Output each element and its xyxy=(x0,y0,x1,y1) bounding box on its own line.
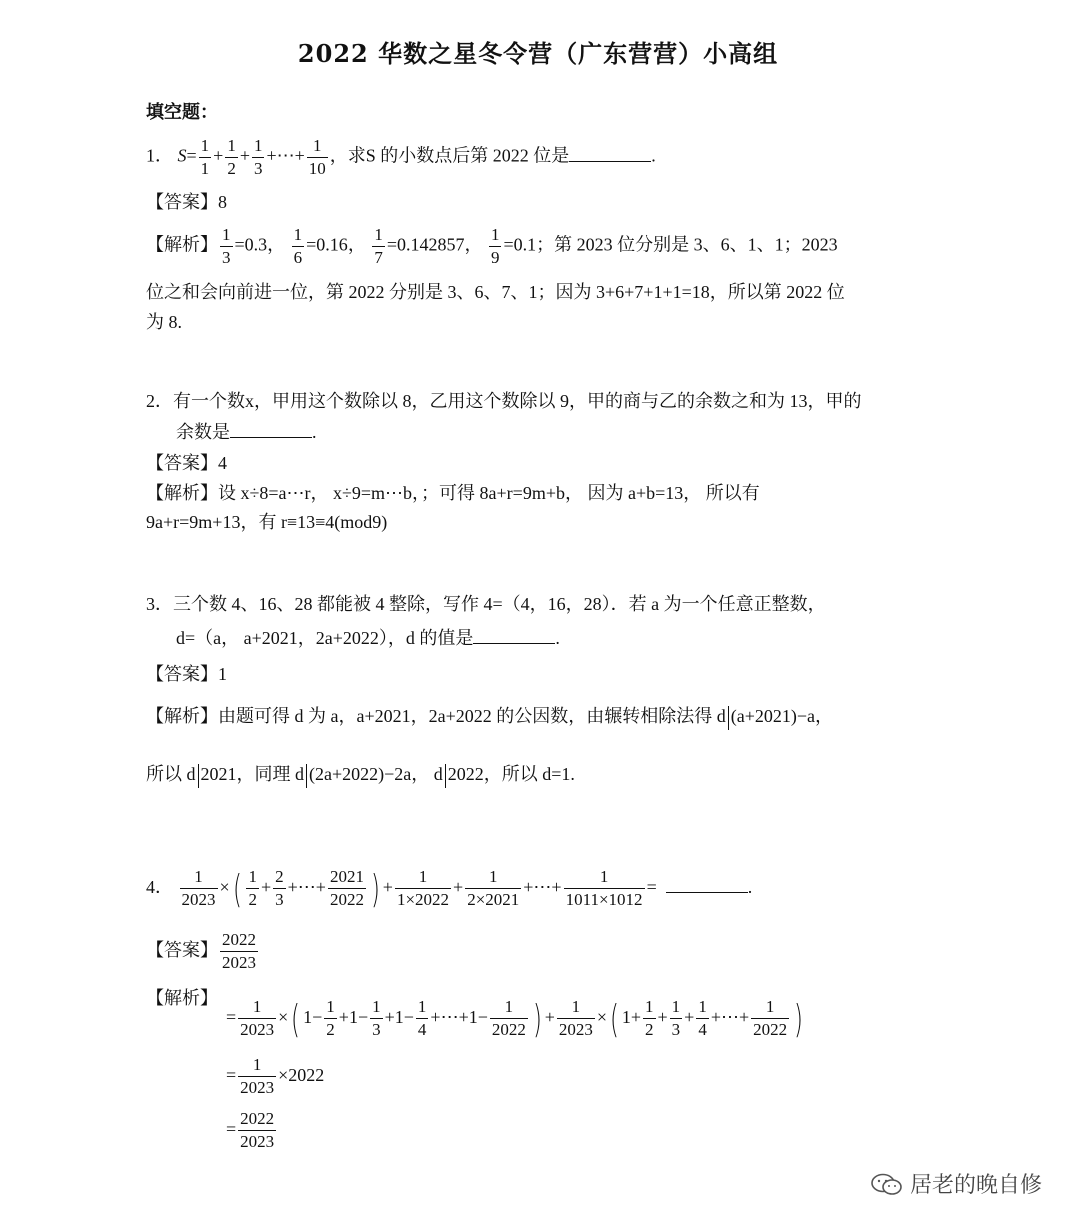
fraction: $\frac{1}{2}$ xyxy=(326,997,335,1040)
fraction: $\frac{1}{1\times 2022}$ xyxy=(396,867,450,910)
fraction: $\frac{1}{2022}$ xyxy=(753,997,788,1040)
analysis-2-line-1 xyxy=(146,480,760,506)
question-text: 余数是 xyxy=(176,422,230,442)
decimal-value: =0.142857 xyxy=(386,234,465,255)
wechat-icon xyxy=(870,1172,904,1196)
answer-4 xyxy=(146,928,260,974)
fraction: $\frac{1}{1}$ xyxy=(200,136,210,178)
fraction: $\frac{1}{2\times 2021}$ xyxy=(467,867,520,910)
fraction: $\frac{1}{2023}$ xyxy=(558,997,593,1040)
analysis-text: ；第 2023 位分别是 3、6、1、1；2023 xyxy=(536,234,838,255)
fraction: $\frac{1}{3}$ xyxy=(222,225,231,267)
fraction: $\frac{1}{7}$ xyxy=(374,225,383,267)
fraction: $\frac{1}{2023}$ xyxy=(181,867,216,910)
answer-fraction: $\frac{2022}{2023}$ xyxy=(222,929,256,972)
analysis-label: 【解析】 xyxy=(146,706,218,726)
answer-value: 8 xyxy=(218,192,227,212)
analysis-text: 由题可得 d 为 a，a+2021，2a+2022 的公因数，由辗转相除法得 d xyxy=(218,706,726,726)
divides-bar xyxy=(198,764,199,788)
math-op: +⋯+ xyxy=(523,877,562,897)
answer-label: 【答案】 xyxy=(146,453,218,474)
answer-label: 【答案】 xyxy=(146,192,218,213)
fraction: $\frac{1}{4}$ xyxy=(417,997,427,1040)
analysis-4-step-2: = $\frac{1}{2023}$ ×2022 xyxy=(226,1055,325,1098)
fraction: $\frac{1}{10}$ xyxy=(308,136,326,178)
answer-value: 1 xyxy=(218,664,227,684)
question-text: ，求S 的小数点后第 2022 位是 xyxy=(329,145,570,166)
analysis-text: 所以 d xyxy=(146,764,196,784)
analysis-3-line-1 xyxy=(146,703,833,730)
answer-2 xyxy=(146,450,227,477)
analysis-1-line-2: 位之和会向前进一位，第 2022 分别是 3、6、7、1；因为 3+6+7+1+1=18，所以第 2022 位 xyxy=(146,282,845,302)
analysis-text: (a+2021)−a， xyxy=(730,706,834,726)
analysis-4-step-3: = $\frac{2022}{2023}$ xyxy=(226,1109,275,1152)
watermark-text: 居老的晚自修 xyxy=(909,1173,1042,1198)
fraction: $\frac{1}{3}$ xyxy=(253,136,263,178)
question-2-line-2 xyxy=(176,419,317,445)
answer-value: 4 xyxy=(218,453,227,473)
analysis-text: 2021，同理 d xyxy=(200,764,304,784)
math-op: = xyxy=(646,877,657,897)
page-title: 2022 华数之星冬令营（广东营营）小高组 xyxy=(297,39,779,68)
fraction: $\frac{1}{2}$ xyxy=(645,997,654,1040)
math-op: +⋯+ xyxy=(266,145,305,166)
question-2-line-1: 2．有一个数x，甲用这个数除以 8，乙用这个数除以 9，甲的商与乙的余数之和为 13，甲的 xyxy=(146,391,862,411)
fraction: $\frac{1}{2}$ xyxy=(227,136,236,178)
fraction: $\frac{1}{3}$ xyxy=(671,997,681,1040)
fraction: $\frac{2022}{2023}$ xyxy=(240,1109,275,1152)
answer-blank xyxy=(569,143,651,162)
watermark xyxy=(870,1168,1042,1199)
section-heading: 填空题： xyxy=(146,102,218,123)
fraction: $\frac{1}{3}$ xyxy=(372,997,381,1040)
question-number: 1． xyxy=(146,145,173,166)
question-number: 4． xyxy=(146,877,173,897)
question-text: d=（a， a+2021，2a+2022），d 的值是 xyxy=(176,628,474,648)
analysis-2-line-2: 9a+r=9m+13，有 r≡13≡4(mod9) xyxy=(146,512,388,532)
math-var: S xyxy=(177,145,187,166)
math-op: = xyxy=(186,145,197,166)
fraction: $\frac{1}{6}$ xyxy=(293,225,303,267)
answer-3 xyxy=(146,661,227,688)
analysis-4-step-1: = $\frac{1}{2023}$ ×( 1− $\frac{1}{2}$ +1− $\frac{1}{3}$ +1− $\frac{1}{4}$ +⋯+1− $\frac{1}{2022}$ ) + $\frac{1}{2023}$ ×( 1+ $\frac{1}{2}$ + $\frac{1}{3}$ + $\frac{1}{4}$ +⋯+ $\frac{1}{2022}$ ) xyxy=(226,996,804,1041)
analysis-text: 设 x÷8=a⋯r， x÷9=m⋯b，；可得 8a+r=9m+b， 因为 a+b=13， 所以有 xyxy=(218,483,760,503)
question-4: 4． $\frac{1}{2023}$ ×( $\frac{1}{2}$ + $\frac{2}{3}$ +⋯+ $\frac{2021}{2022}$ ) + $\frac{1}{1\times 2022}$ + $\frac{1}{2\times 2021}$ +⋯+ $\frac{1}{1011\times 1012}$ = . xyxy=(146,866,753,911)
fraction: $\frac{2}{3}$ xyxy=(275,867,284,910)
answer-blank xyxy=(666,874,748,893)
fraction: $\frac{1}{2023}$ xyxy=(240,1055,275,1098)
math-op: × xyxy=(219,877,230,897)
fraction: $\frac{2021}{2022}$ xyxy=(329,867,364,910)
answer-label: 【答案】 xyxy=(146,940,218,961)
fraction: $\frac{1}{4}$ xyxy=(698,997,707,1040)
punct: . xyxy=(651,145,656,166)
analysis-3-line-2 xyxy=(146,761,575,788)
analysis-label: 【解析】 xyxy=(146,234,218,255)
math-op: +⋯+ xyxy=(287,877,326,897)
question-3-line-2 xyxy=(176,625,560,651)
analysis-label: 【解析】 xyxy=(146,483,218,503)
fraction: $\frac{1}{9}$ xyxy=(490,225,500,267)
analysis-text: ×2022 xyxy=(278,1065,325,1085)
punct: . xyxy=(312,422,317,442)
analysis-text: (2a+2022)−2a， d xyxy=(309,764,443,784)
divides-bar xyxy=(728,706,729,730)
analysis-text: 2022，所以 d=1. xyxy=(447,764,575,784)
divides-bar xyxy=(306,764,307,788)
answer-1 xyxy=(146,189,227,216)
question-3-line-1: 3．三个数 4、16、28 都能被 4 整除，写作 4=（4，16，28）．若 a 为一个任意正整数， xyxy=(146,594,826,614)
answer-blank xyxy=(230,419,312,438)
analysis-1-line-1: 【解析】 $\frac{1}{3}$ =0.3， $\frac{1}{6}$ =0.16， $\frac{1}{7}$ =0.142857， $\frac{1}{9}$ =0.1；第 2023 位分别是 3、6、1、1；2023 xyxy=(146,225,838,267)
answer-blank xyxy=(473,625,555,644)
fraction: $\frac{1}{2}$ xyxy=(248,867,257,910)
question-1: 1． S= $\frac{1}{1}$ + $\frac{1}{2}$ + $\frac{1}{3}$ +⋯+ $\frac{1}{10}$ ，求S 的小数点后第 2022 位是 . xyxy=(146,136,656,178)
fraction: $\frac{1}{2022}$ xyxy=(491,997,526,1040)
analysis-4-label: 【解析】 xyxy=(146,988,218,1009)
analysis-1-line-3: 为 8. xyxy=(146,312,182,332)
divides-bar xyxy=(445,764,446,788)
punct: . xyxy=(555,628,560,648)
punct: . xyxy=(747,877,753,897)
fraction: $\frac{1}{1011\times 1012}$ xyxy=(565,867,643,910)
decimal-value: =0.1 xyxy=(503,234,537,255)
fraction: $\frac{1}{2023}$ xyxy=(240,997,275,1040)
decimal-value: =0.3 xyxy=(234,234,268,255)
decimal-value: =0.16 xyxy=(306,234,348,255)
answer-label: 【答案】 xyxy=(146,664,218,685)
